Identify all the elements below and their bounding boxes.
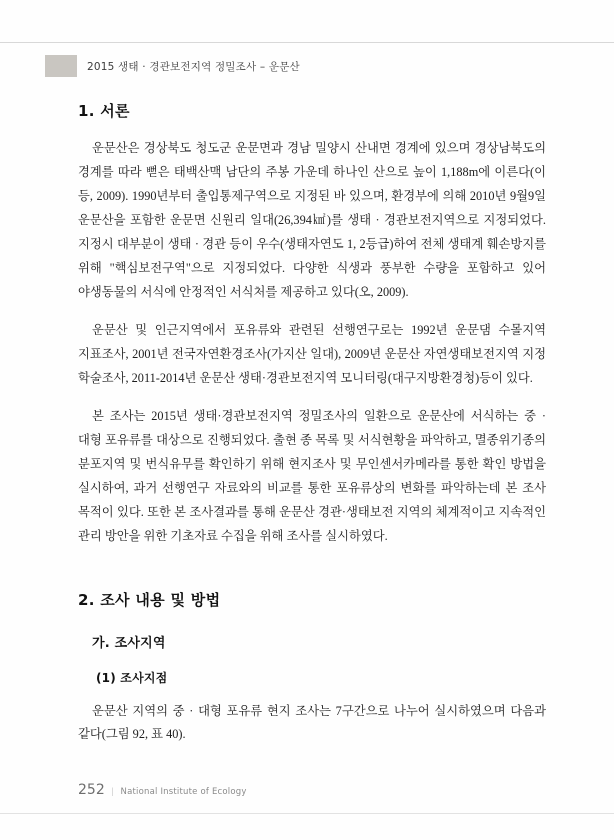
section-heading-1: 1. 서론 — [78, 102, 130, 120]
section-1-paragraph-2: 운문산 및 인근지역에서 포유류와 관련된 선행연구로는 1992년 운문댐 수몰지역 지표조사, 2001년 전국자연환경조사(가지산 일대), 2009년 운문산 자연생태보전지역 지정 학술조사, 2011-2014년 운문산 생태·경관보전지역 모니터링(대구지방환경청)등이 있다. — [78, 322, 546, 385]
footer-organization: National Institute of Ecology — [120, 787, 247, 797]
header-color-swatch — [45, 55, 77, 77]
section-1-paragraph-3: 본 조사는 2015년 생태·경관보전지역 정밀조사의 일환으로 운문산에 서식하는 중 · 대형 포유류를 대상으로 진행되었다. 출현 종 목록 및 서식현황을 파악하고, 멸종위기종의 분포지역 및 번식유무를 확인하기 위해 현지조사 및 무인센서카메라를 통한 확인 방법을 실시하여, 과거 선행연구 자료와의 비교를 통한 포유류상의 변화를 파악하는데 본 조사 목적이 있다. 또한 본 조사결과를 통해 운문산 경관·생태보전 지역의 체계적이고 지속적인 관리 방안을 위한 기초자료 수집을 위해 조사를 실시하였다. — [78, 408, 546, 543]
subsection-heading-a: 가. 조사지역 — [92, 635, 166, 651]
footer-separator: | — [111, 786, 114, 796]
section-2-paragraph-1: 운문산 지역의 중 · 대형 포유류 현지 조사는 7구간으로 나누어 실시하였으며 다음과 같다(그림 92, 표 40). — [78, 703, 546, 742]
running-header — [45, 55, 300, 77]
section-heading-2: 2. 조사 내용 및 방법 — [78, 590, 221, 609]
page-footer — [78, 782, 247, 798]
footer-page-number: 252 — [78, 782, 105, 798]
footer-divider — [0, 813, 614, 814]
subsection-heading-a1: (1) 조사지점 — [96, 670, 168, 685]
running-header-title: 2015 생태 · 경관보전지역 정밀조사 – 운문산 — [87, 60, 300, 73]
section-1-paragraph-1: 운문산은 경상북도 청도군 운문면과 경남 밀양시 산내면 경계에 있으며 경상남북도의 경계를 따라 뻗은 태백산맥 남단의 주봉 가운데 하나인 산으로 높이 1,188m에 이른다(이 등, 2009). 1990년부터 출입통제구역으로 지정된 바 있으며, 환경부에 의해 2010년 9월9일 운문산을 포함한 운문면 신원리 일대(26,394㎢)를 생태 · 경관보전지역으로 지정되었다. 지정시 대부분이 생태 · 경관 등이 우수(생태자연도 1, 2등급)하여 전체 생태계 훼손방지를 위해 "핵심보전구역"으로 지정되었다. 다양한 식생과 풍부한 수량을 포함하고 있어 야생동물의 서식에 안정적인 서식처를 제공하고 있다(오, 2009). — [78, 141, 546, 299]
header-divider — [0, 42, 614, 43]
document-body — [78, 100, 546, 747]
